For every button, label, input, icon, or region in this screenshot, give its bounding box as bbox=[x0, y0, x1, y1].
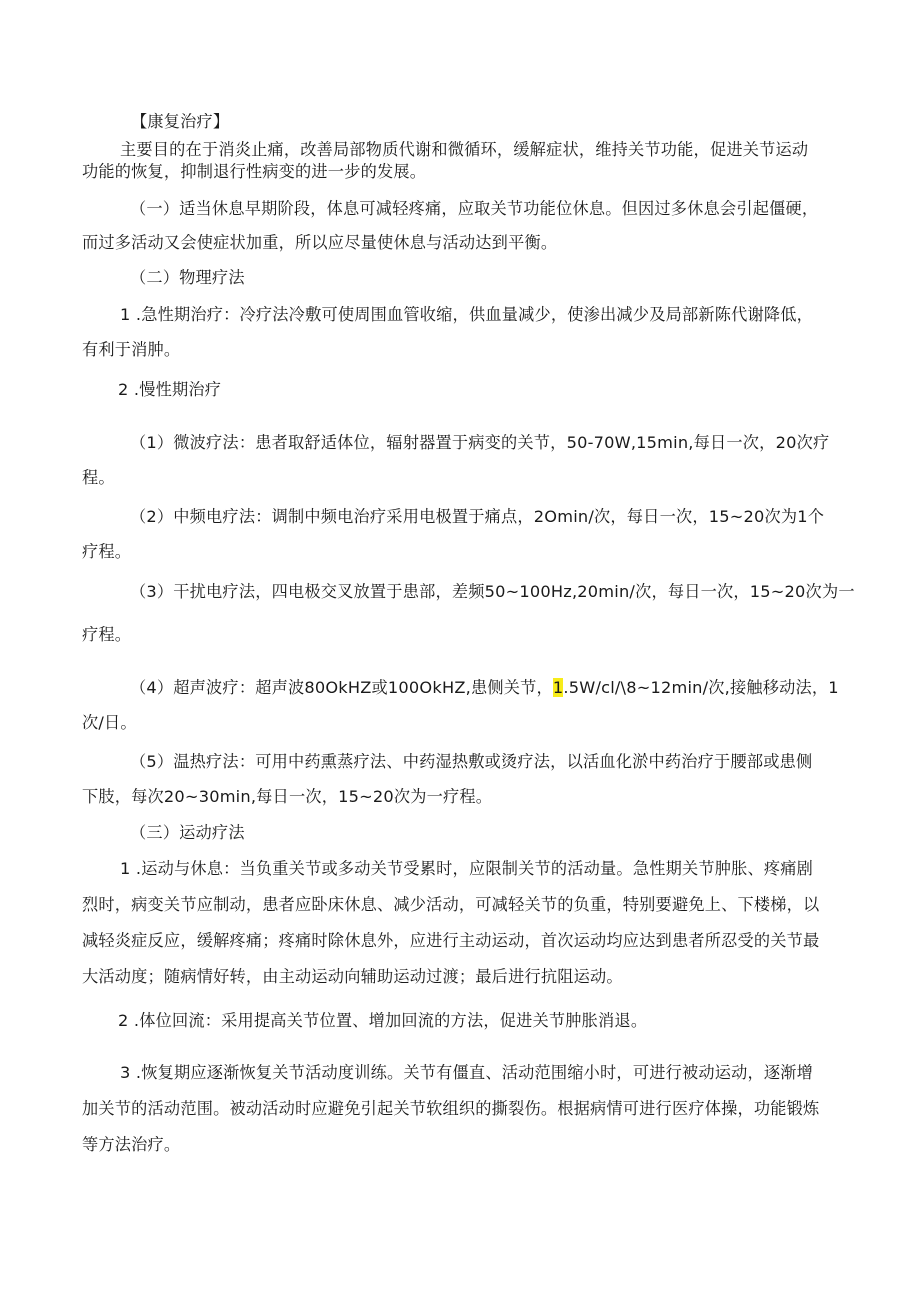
intro-line-2: 功能的恢复，抑制退行性病变的进一步的发展。 bbox=[82, 162, 427, 181]
ultrasound-line-2: 次/日。 bbox=[82, 713, 137, 732]
physical-therapy-title: （二）物理疗法 bbox=[130, 268, 245, 287]
microwave-line-1: （1）微波疗法：患者取舒适体位，辐射器置于病变的关节，50-70W,15min,每日一次，20次疗 bbox=[130, 433, 830, 452]
midfreq-line-1: （2）中频电疗法：调制中频电治疗采用电极置于痛点，2Omin/次，每日一次，15~20次为1个 bbox=[130, 507, 825, 526]
ultrasound-line-1 bbox=[130, 677, 839, 699]
intro-line-1: 主要目的在于消炎止痛，改善局部物质代谢和微循环，缓解症状，维持关节功能，促进关节运动 bbox=[120, 140, 809, 159]
recovery-line-3: 等方法治疗。 bbox=[82, 1135, 181, 1154]
thermal-line-1: （5）温热疗法：可用中药熏蒸疗法、中药湿热敷或烫疗法，以活血化淤中药治疗于腰部或患侧 bbox=[130, 752, 813, 771]
acute-line-1: 1 .急性期治疗：冷疗法冷敷可使周围血管收缩，供血量减少，使渗出减少及局部新陈代谢降低， bbox=[120, 305, 814, 324]
posture-line: 2 .体位回流：采用提高关节位置、增加回流的方法，促进关节肿胀消退。 bbox=[118, 1011, 648, 1030]
rest-line-2: 而过多活动又会使症状加重，所以应尽量使休息与活动达到平衡。 bbox=[82, 233, 558, 252]
movement-line-1: 1 .运动与休息：当负重关节或多动关节受累时，应限制关节的活动量。急性期关节肿胀、疼痛剧 bbox=[120, 859, 814, 878]
exercise-therapy-title: （三）运动疗法 bbox=[130, 823, 245, 842]
movement-line-3: 减轻炎症反应，缓解疼痛；疼痛时除休息外，应进行主动运动，首次运动均应达到患者所忍受的关节最 bbox=[82, 931, 820, 950]
midfreq-line-2: 疗程。 bbox=[82, 542, 132, 561]
movement-line-2: 烈时，病变关节应制动，患者应卧床休息、减少活动，可减轻关节的负重，特别要避免上、下楼梯，以 bbox=[82, 895, 820, 914]
recovery-line-1: 3 .恢复期应逐渐恢复关节活动度训练。关节有僵直、活动范围缩小时，可进行被动运动，逐渐增 bbox=[120, 1063, 814, 1082]
movement-line-4: 大活动度；随病情好转，由主动运动向辅助运动过渡；最后进行抗阻运动。 bbox=[82, 967, 623, 986]
chronic-title: 2 .慢性期治疗 bbox=[118, 380, 222, 399]
highlighted-text: 1 bbox=[552, 678, 564, 697]
acute-line-2: 有利于消肿。 bbox=[82, 340, 181, 359]
rest-line-1: （一）适当休息早期阶段，体息可减轻疼痛，应取关节功能位休息。但因过多休息会引起僵硬， bbox=[130, 199, 819, 218]
microwave-line-2: 程。 bbox=[82, 468, 115, 487]
ultrasound-text-b: .5W∕cl∕\8~12min/次,接触移动法，1 bbox=[563, 678, 839, 697]
recovery-line-2: 加关节的活动范围。被动活动时应避免引起关节软组织的撕裂伤。根据病情可进行医疗体操，功能锻炼 bbox=[82, 1099, 820, 1118]
ultrasound-text-a: （4）超声波疗：超声波80OkHZ或100OkHZ,患侧关节， bbox=[130, 678, 553, 697]
section-heading: 【康复治疗】 bbox=[131, 112, 230, 131]
interference-line-2: 疗程。 bbox=[82, 625, 132, 644]
interference-line-1: （3）干扰电疗法，四电极交叉放置于患部，差频50~100Hz,20min∕次，每日一次，15~20次为一 bbox=[130, 582, 855, 601]
thermal-line-2: 下肢，每次20~30min,每日一次，15~20次为一疗程。 bbox=[82, 787, 493, 806]
